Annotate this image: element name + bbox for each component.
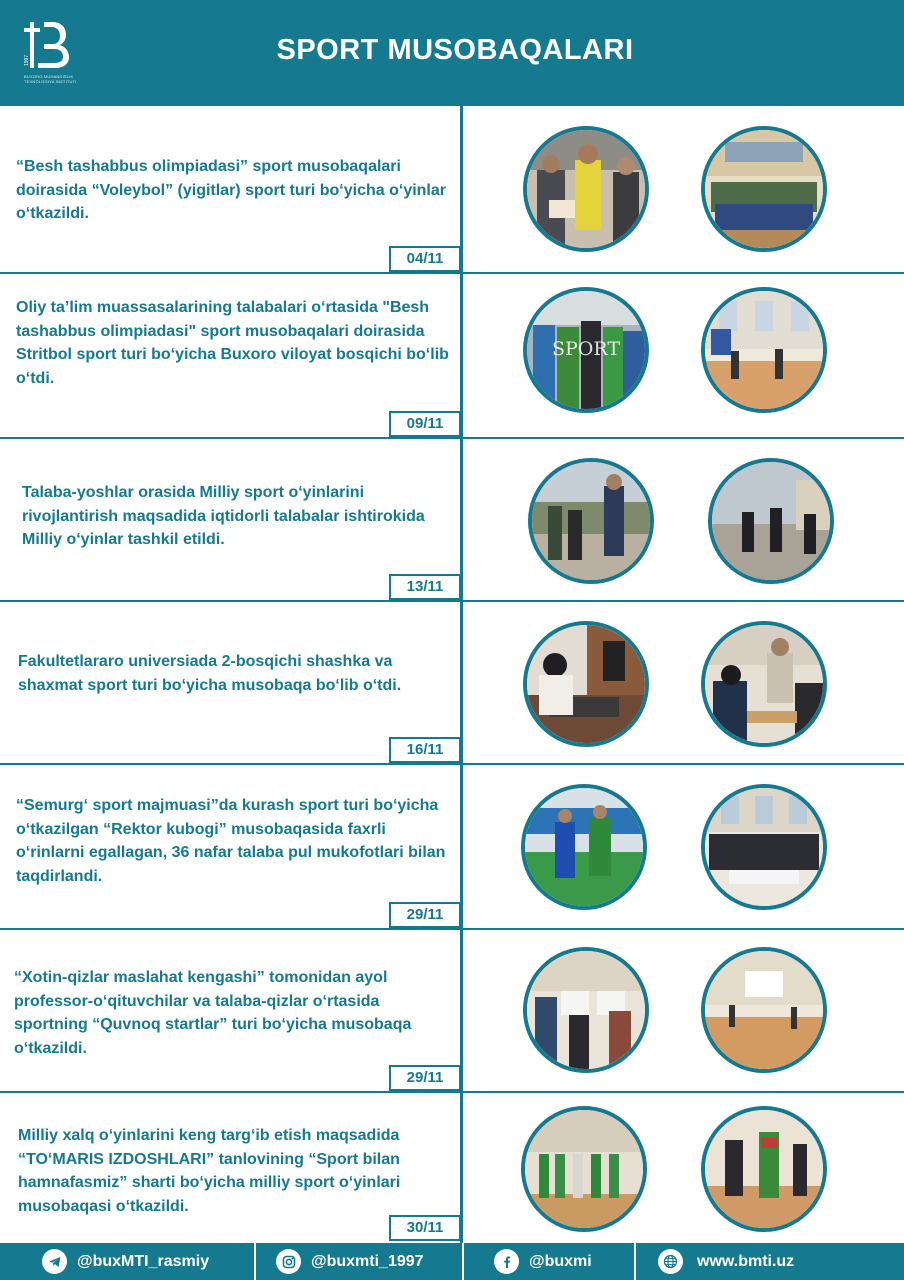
footer-divider	[462, 1243, 464, 1280]
entry-date: 04/11	[389, 246, 461, 272]
entry-photo[interactable]	[523, 287, 649, 413]
entry-date: 16/11	[389, 737, 461, 763]
entry-description: Fakultetlararo universiada 2-bosqichi shashka va shaxmat sport turi bo‘yicha musobaqa bo‘lib o‘tdi.	[18, 653, 402, 694]
footer-divider	[634, 1243, 636, 1280]
entry-photo[interactable]	[708, 458, 834, 584]
footer-instagram[interactable]	[276, 1243, 424, 1280]
instagram-icon	[276, 1249, 301, 1274]
telegram-icon	[42, 1249, 67, 1274]
entry-photo[interactable]	[528, 458, 654, 584]
entry-photo[interactable]	[521, 1106, 647, 1232]
footer-facebook-handle: @buxmi	[529, 1252, 592, 1270]
footer	[0, 1243, 904, 1280]
entry-date: 29/11	[389, 1065, 461, 1091]
entry-photo[interactable]	[701, 947, 827, 1073]
globe-icon	[658, 1249, 683, 1274]
entry-date: 09/11	[389, 411, 461, 437]
header	[0, 0, 904, 106]
entry-date: 30/11	[389, 1215, 461, 1241]
entry-description: Milliy xalq o‘yinlarini keng targ‘ib etish maqsadida “TO‘MARIS IZDOSHLARI” tanlovining “Sport bilan hamnafasmiz” sharti bo‘yicha milliy sport o‘yinlari musobaqasi o‘tkazildi.	[18, 1127, 401, 1215]
entry-date: 13/11	[389, 574, 461, 600]
footer-instagram-handle: @buxmti_1997	[311, 1252, 424, 1270]
footer-telegram[interactable]	[42, 1243, 209, 1280]
entry-photo[interactable]	[523, 621, 649, 747]
row-divider	[0, 763, 904, 765]
entry-description: “Xotin-qizlar maslahat kengashi” tomonidan ayol professor-o‘qituvchilar va talaba-qizlar o‘rtasida sportning “Quvnoq startlar” turi bo‘yicha musobaqa o‘tkazildi.	[14, 969, 412, 1057]
entry-date: 29/11	[389, 902, 461, 928]
entry-photo[interactable]	[701, 621, 827, 747]
entry-photo[interactable]	[523, 947, 649, 1073]
footer-telegram-handle: @buxMTI_rasmiy	[77, 1252, 210, 1270]
row-divider	[0, 928, 904, 930]
entry-photo[interactable]	[701, 1106, 827, 1232]
entry-photo[interactable]	[701, 126, 827, 252]
footer-divider	[254, 1243, 256, 1280]
row-divider	[0, 437, 904, 439]
footer-facebook[interactable]	[494, 1243, 592, 1280]
entry-photo[interactable]	[521, 784, 647, 910]
row-divider	[0, 600, 904, 602]
footer-website[interactable]	[658, 1243, 794, 1280]
entry-description: “Besh tashabbus olimpiadasi” sport musobaqalari doirasida “Voleybol” (yigitlar) sport turi bo‘yicha o‘yinlar o‘tkazildi.	[16, 158, 446, 222]
logo-year: 1997	[24, 54, 30, 66]
row-divider	[0, 272, 904, 274]
entry-photo[interactable]	[701, 287, 827, 413]
entry-description: Oliy ta’lim muassasalarining talabalari o‘rtasida "Besh tashabbus olimpiadasi" sport musobaqalari doirasida Stritbol sport turi bo‘yicha Buxoro viloyat bosqichi bo‘lib o‘tdi.	[16, 299, 449, 387]
page-title: SPORT MUSOBAQALARI	[276, 34, 634, 66]
entry-photo[interactable]	[701, 784, 827, 910]
facebook-icon	[494, 1249, 519, 1274]
entry-photo[interactable]	[523, 126, 649, 252]
row-divider	[0, 1091, 904, 1093]
entry-description: Talaba-yoshlar orasida Milliy sport o‘yinlarini rivojlantirish maqsadida iqtidorli talabalar ishtirokida Milliy o‘yinlar tashkil etildi.	[22, 484, 425, 548]
photo-overlay-text: SPORT	[551, 338, 621, 360]
footer-website-url: www.bmti.uz	[697, 1252, 795, 1270]
logo-caption: BUXORO MUHANDISLIK TEXNOLOGIYA INSTITUTI	[24, 74, 77, 84]
entry-description: “Semurg‘ sport majmuasi”da kurash sport turi bo‘yicha o‘tkazilgan “Rektor kubogi” musobaqasida faxrli o‘rinlarni egallagan, 36 nafar talaba pul mukofotlari bilan taqdirlandi.	[16, 797, 446, 885]
